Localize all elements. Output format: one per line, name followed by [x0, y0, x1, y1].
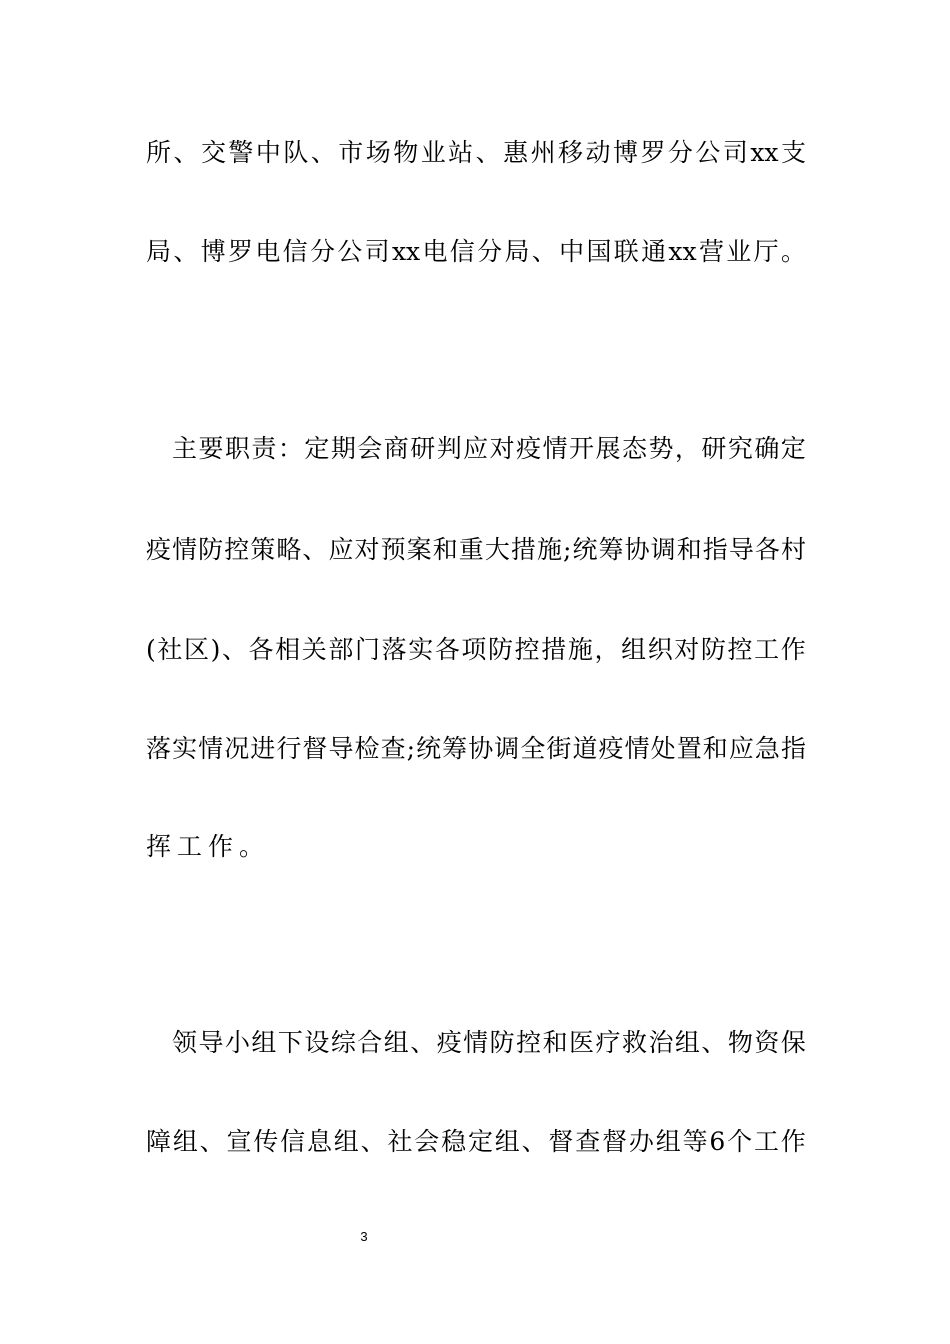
- text-line: 所 、 交 警 中 队 、 市 场 物 业 站 、 惠 州 移 动 博 罗 分 公 司 xx 支: [146, 138, 806, 167]
- text-line: 主 要 职 责 ： 定 期 会 商 研 判 应 对 疫 情 开 展 态 势 ， 研 究 确 定: [172, 434, 806, 463]
- text-line: 障 组 、 宣 传 信 息 组 、 社 会 稳 定 组 、 督 查 督 办 组 等 6 个 工 作: [146, 1127, 806, 1156]
- page-number: 3: [360, 1229, 368, 1244]
- text-line: 疫 情 防 控 策 略 、 应 对 预 案 和 重 大 措 施 ; 统 筹 协 调 和 指 导 各 村: [146, 535, 806, 564]
- text-line: 局 、 博 罗 电 信 分 公 司 xx 电 信 分 局 、 中 国 联 通 xx 营 业 厅 。: [146, 237, 806, 266]
- text-line: 落 实 情 况 进 行 督 导 检 查 ; 统 筹 协 调 全 街 道 疫 情 处 置 和 应 急 指: [146, 734, 806, 763]
- text-line: ( 社 区 ) 、 各 相 关 部 门 落 实 各 项 防 控 措 施 ， 组 织 对 防 控 工 作: [146, 635, 806, 664]
- text-line: 挥工作。: [146, 832, 271, 861]
- text-line: 领 导 小 组 下 设 综 合 组 、 疫 情 防 控 和 医 疗 救 治 组 、 物 资 保: [172, 1028, 806, 1057]
